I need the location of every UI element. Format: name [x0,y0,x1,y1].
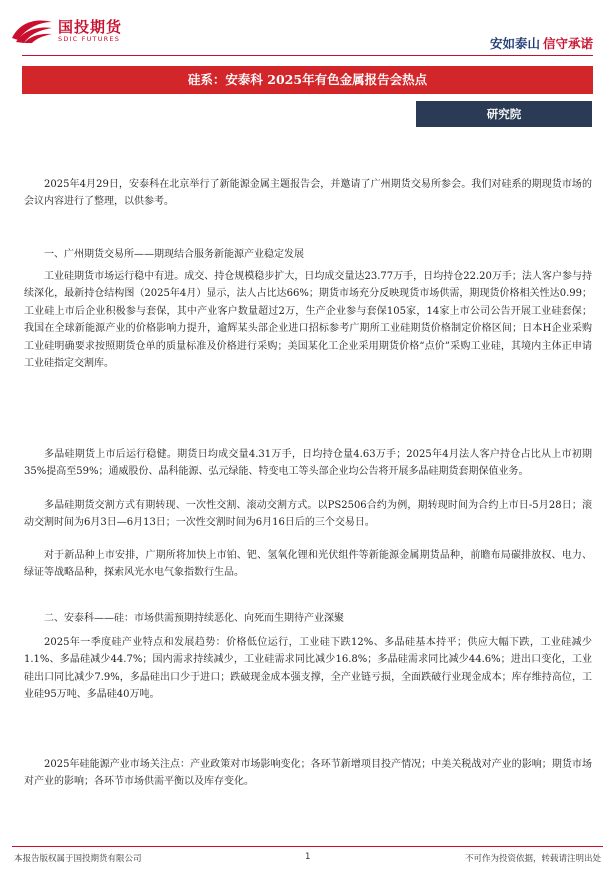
intro-text: 2025年4月29日，安泰科在北京举行了新能源金属主题报告会，并邀请了广州期货交易所参会。我们对硅系的期现货市场的会议内容进行了整理，以供参考。 [24,179,592,208]
section-2-paragraph: 2025年硅能源产业市场关注点：产业政策对市场影响变化；各环节新增项目投产情况；中美关税战对产业的影响；期货市场对产业的影响；各环节市场供需平衡以及库存变化。 [24,759,592,788]
footer-divider [12,846,603,847]
section-2-body [24,634,592,704]
report-title: 硅系：安泰科 2025年有色金属报告会热点 [22,66,593,94]
company-logo [10,14,150,48]
slogan-part-2: 信守承诺 [542,36,593,51]
sdic-logo-icon [10,16,54,44]
section-1-body [24,547,592,582]
section-1-body [24,497,592,532]
logo-text-en: SDIC FUTURES [58,35,121,43]
logo-text-cn: 国投期货 [58,18,123,36]
section-1-paragraph: 工业硅期货市场运行稳中有进。成交、持仓规模稳步扩大，日均成交量达23.77万手，日均持仓22.20万手；法人客户参与持续深化，最新持仓结构图（2025年4月）显示，法人占比达66%；期货市场充分反映现货市场供需，期现货价格相关性达0.99；工业硅上市后企业积极参与套保，其中产业客户数量超过2万，生产企业参与套保105家，14家上市公司公告开展工业硅套保；我国在全球新能源产业的价格影响力提升，逾辉某头部企业进口招标参考广期所工业硅期货价格制定价格区间；日本H企业采购工业硅明确要求按照期货仓单的质量标准及价格进行采购；美国某化工企业采用期货价格“点价”采购工业硅，其境内主体正申请工业硅指定交割库。 [24,271,592,370]
footer-disclaimer: 不可作为投资依据，转载请注明出处 [464,854,601,864]
intro-paragraph [24,176,592,211]
section-1-paragraph: 多晶硅期货上市后运行稳健。期货日均成交量4.31万手，日均持仓量4.63万手；2025年4月法人客户持仓占比从上市初期35%提高至59%；通威股份、晶科能源、弘元绿能、特变电工等头部企业均公告将开展多晶硅期货套期保值业务。 [24,449,592,478]
header-divider [22,55,593,56]
section-1-body [24,446,592,481]
section-1-paragraph: 对于新品种上市安排，广期所将加快上市铂、钯、氢氧化锂和光伏组件等新能源金属期货品种，前瞻布局碳排放权、电力、绿证等战略品种，探索风光水电气象指数行生品。 [24,550,592,579]
section-2-paragraph: 2025年一季度硅产业特点和发展趋势：价格低位运行，工业硅下跌12%、多晶硅基本持平；供应大幅下跌，工业硅减少1.1%、多晶硅减少44.7%；国内需求持续减少，工业硅需求同比减少16.8%；多晶硅需求同比减少44.6%；进出口变化，工业硅出口同比减少7.9%，多晶硅出口少于进口；跌破现金成本强支撑，全产业链亏损，全面跌破行业现金成本；库存维持高位，工业硅95万吨、多晶硅40万吨。 [24,637,592,701]
section-1-heading: 一、广州期货交易所——期现结合服务新能源产业稳定发展 [44,249,304,260]
footer-copyright: 本报告版权属于国投期货有限公司 [14,854,142,864]
section-2-heading: 二、安泰科——硅：市场供需预期持续恶化、向死而生期待产业深聚 [44,613,344,624]
section-1-body [24,268,592,372]
section-2-body [24,756,592,791]
slogan-part-1: 安如泰山 [489,36,540,51]
section-1-paragraph: 多晶硅期货交割方式有期转现、一次性交割、滚动交割方式。以PS2506合约为例，期转现时间为合约上市日-5月28日；滚动交割时间为6月3日—6月13日；一次性交割时间为6月16日后的三个交易日。 [24,500,592,529]
department-label: 研究院 [416,101,592,127]
page-number: 1 [305,852,311,862]
header-slogan [490,34,593,52]
